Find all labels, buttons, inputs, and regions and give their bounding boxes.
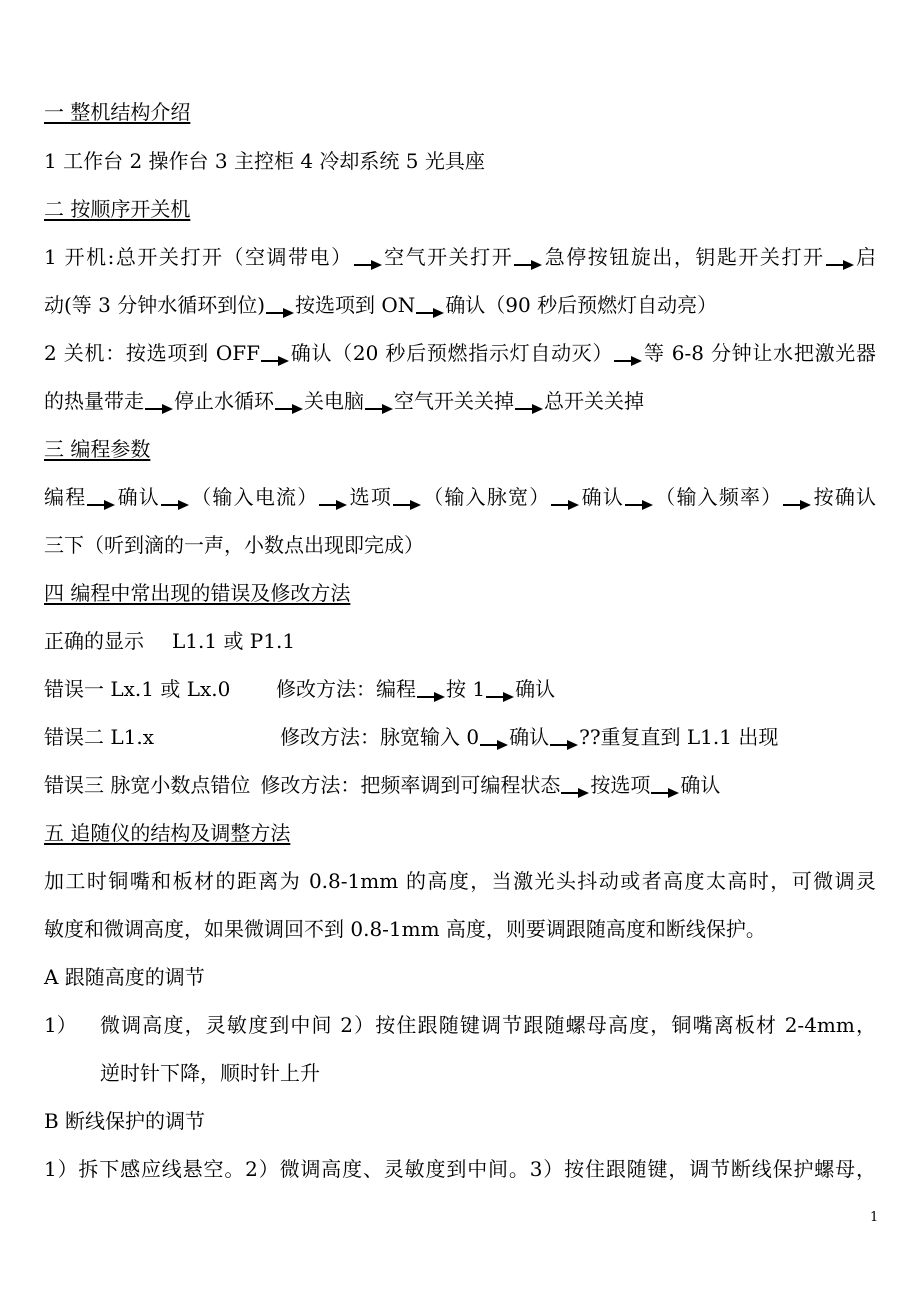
text: 空气开关关掉 [394, 389, 514, 413]
section1-line: 1 工作台 2 操作台 3 主控柜 4 冷却系统 5 光具座 [44, 149, 485, 173]
right-arrow-icon [651, 780, 679, 794]
section5-paragraph-line-1: 加工时铜嘴和板材的距离为 0.8-1mm 的高度，当激光头抖动或者高度太高时，可微调灵 [44, 869, 876, 893]
programming-line-2: 三下（听到滴的一声，小数点出现即完成） [44, 533, 424, 557]
section5-paragraph-line-2: 敏度和微调高度，如果微调回不到 0.8-1mm 高度，则要调跟随高度和断线保护。 [44, 917, 766, 941]
section-heading-2: 二 按顺序开关机 [44, 197, 191, 221]
right-arrow-icon [550, 732, 578, 746]
text: 按 1 [446, 677, 486, 701]
text: 关电脑 [304, 389, 364, 413]
error-1-line [44, 676, 555, 702]
text: 修改方法：编程 [276, 677, 416, 701]
text: 停止水循环 [174, 389, 274, 413]
section-heading-1: 一 整机结构介绍 [44, 100, 191, 124]
page-number: 1 [870, 1210, 879, 1225]
right-arrow-icon [514, 252, 542, 266]
programming-line-1 [44, 484, 876, 510]
right-arrow-icon [275, 396, 303, 410]
error-3-line [44, 772, 720, 798]
right-arrow-icon [266, 300, 294, 314]
power-off-line-2 [44, 388, 644, 414]
text: 选项 [348, 485, 393, 509]
power-on-line-1 [44, 244, 876, 270]
text: 确认 [580, 485, 625, 509]
text: 急停按钮旋出，钥匙开关打开 [543, 245, 825, 269]
section-heading-3: 三 编程参数 [44, 437, 151, 461]
correct-display-line [44, 628, 295, 654]
text: （输入电流） [190, 485, 319, 509]
text: 1 开机:总开关打开（空调带电） [44, 245, 353, 269]
text: 确认（90 秒后预燃灯自动亮） [445, 293, 718, 317]
subsection-a-line-2: 逆时针下降，顺时针上升 [100, 1061, 320, 1085]
text: 按选项到 ON [295, 293, 416, 317]
power-on-line-2 [44, 292, 717, 318]
power-off-line-1 [44, 340, 876, 366]
subsection-a-title: A 跟随高度的调节 [44, 965, 205, 989]
text: 确认 [680, 773, 721, 797]
text: 总开关关掉 [544, 389, 644, 413]
label: 正确的显示 [44, 629, 144, 653]
text: 空气开关打开 [382, 245, 514, 269]
right-arrow-icon [145, 396, 173, 410]
text: ??重复直到 L1.1 出现 [579, 725, 779, 749]
right-arrow-icon [161, 492, 189, 506]
right-arrow-icon [480, 732, 508, 746]
right-arrow-icon [319, 492, 347, 506]
text: 确认 [116, 485, 161, 509]
text: 等 6-8 分钟让水把激光器 [643, 341, 877, 365]
text: （输入脉宽） [422, 485, 551, 509]
right-arrow-icon [783, 492, 811, 506]
right-arrow-icon [625, 492, 653, 506]
text: 确认 [515, 677, 556, 701]
right-arrow-icon [393, 492, 421, 506]
subsection-a-number: 1） [44, 1013, 77, 1037]
error-label: 错误三 脉宽小数点错位 [44, 773, 251, 797]
text: 2 关机：按选项到 OFF [44, 341, 261, 365]
right-arrow-icon [354, 252, 382, 266]
right-arrow-icon [826, 252, 854, 266]
value: L1.1 或 P1.1 [172, 629, 296, 653]
section-heading-4: 四 编程中常出现的错误及修改方法 [44, 581, 351, 605]
error-label: 错误一 Lx.1 或 Lx.0 [44, 677, 231, 701]
subsection-b-line-1: 1）拆下感应线悬空。2）微调高度、灵敏度到中间。3）按住跟随键，调节断线保护螺母， [44, 1157, 876, 1181]
text: 按选项 [590, 773, 651, 797]
right-arrow-icon [416, 300, 444, 314]
text: 动(等 3 分钟水循环到位) [44, 293, 266, 317]
right-arrow-icon [365, 396, 393, 410]
text: 编程 [44, 485, 87, 509]
subsection-b-title: B 断线保护的调节 [44, 1109, 206, 1133]
subsection-a-line-1: 微调高度，灵敏度到中间 2）按住跟随键调节跟随螺母高度，铜嘴离板材 2-4mm， [100, 1013, 876, 1037]
right-arrow-icon [515, 396, 543, 410]
text: 确认 [509, 725, 550, 749]
right-arrow-icon [486, 684, 514, 698]
section-heading-5: 五 追随仪的结构及调整方法 [44, 821, 291, 845]
right-arrow-icon [87, 492, 115, 506]
right-arrow-icon [561, 780, 589, 794]
right-arrow-icon [551, 492, 579, 506]
right-arrow-icon [614, 348, 642, 362]
right-arrow-icon [417, 684, 445, 698]
error-2-line [44, 724, 778, 750]
text: 修改方法：把频率调到可编程状态 [260, 773, 561, 797]
text: 修改方法：脉宽输入 0 [280, 725, 480, 749]
text: （输入频率） [654, 485, 783, 509]
text: 按确认 [812, 485, 877, 509]
text: 的热量带走 [44, 389, 144, 413]
text: 确认（20 秒后预燃指示灯自动灭） [290, 341, 614, 365]
text: 启 [854, 245, 877, 269]
right-arrow-icon [261, 348, 289, 362]
error-label: 错误二 L1.x [44, 725, 154, 749]
